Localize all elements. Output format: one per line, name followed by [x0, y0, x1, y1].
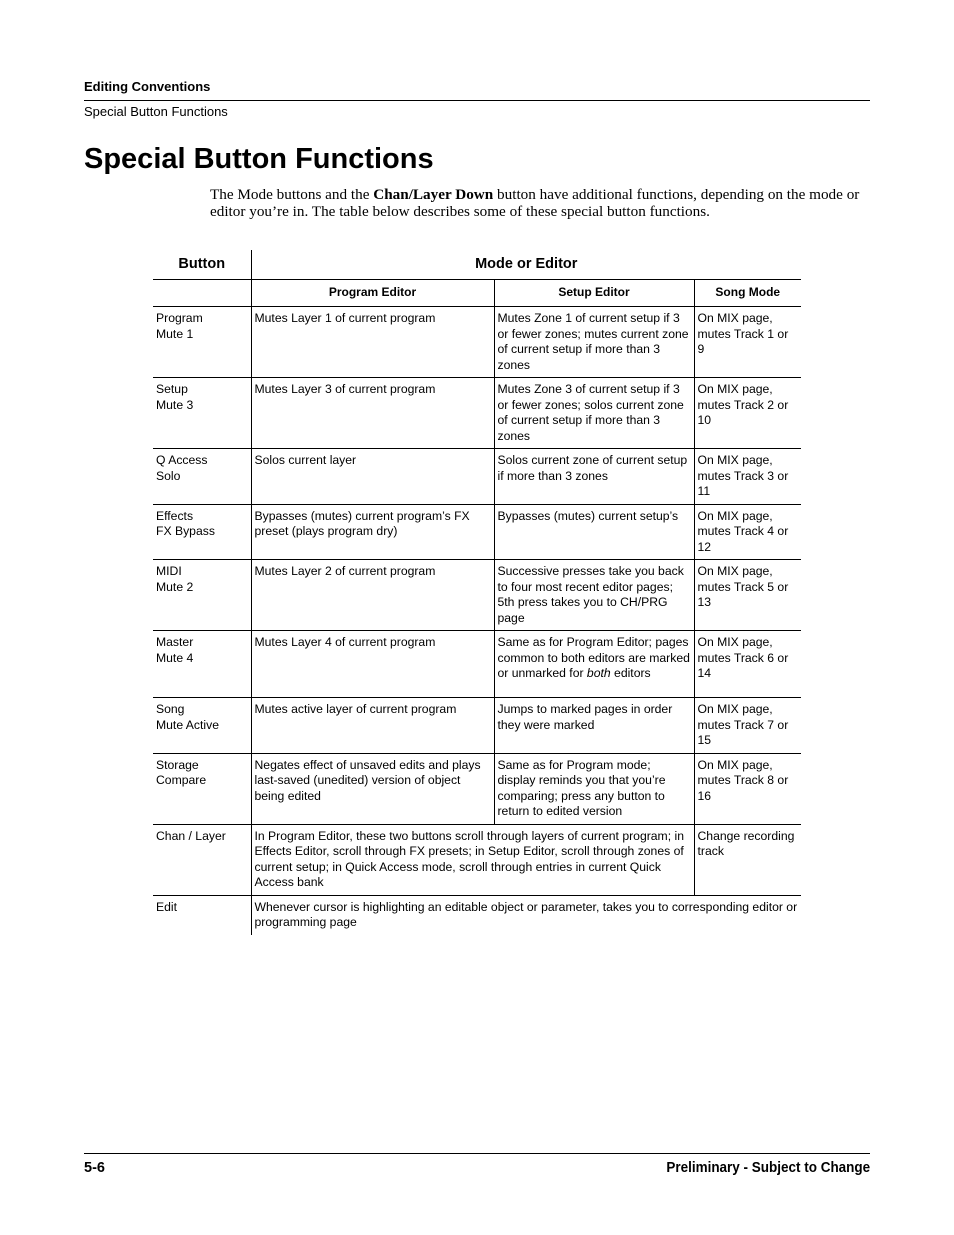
program-editor-cell: Negates effect of unsaved edits and plays last-saved (unedited) version of object being edited [251, 753, 494, 824]
button-cell: Edit [156, 899, 178, 914]
setup-text-end: editors [610, 666, 651, 680]
subheader-program-editor: Program Editor [251, 280, 494, 307]
program-editor-cell: Bypasses (mutes) current program’s FX preset (plays program dry) [251, 504, 494, 560]
button-function: Solo [156, 468, 181, 483]
setup-editor-cell: Jumps to marked pages in order they were marked [494, 698, 694, 754]
table-row [153, 504, 801, 560]
running-header-section: Editing Conventions [84, 79, 211, 94]
table-row [153, 449, 801, 505]
button-cell [153, 560, 251, 631]
button-name: Program [156, 311, 203, 325]
table-row [153, 824, 801, 895]
setup-editor-cell: Same as for Program mode; display reminds you that you’re comparing; press any button to return to edited version [494, 753, 694, 824]
button-name: Storage [156, 757, 199, 772]
setup-editor-cell [494, 631, 694, 698]
button-cell [153, 307, 251, 378]
button-name: Master [156, 635, 194, 649]
intro-bold-term: Chan/Layer Down [373, 186, 494, 203]
program-editor-cell: Mutes active layer of current program [251, 698, 494, 754]
program-editor-cell: Mutes Layer 2 of current program [251, 560, 494, 631]
button-name: Effects [156, 508, 194, 523]
subheader-song-mode: Song Mode [694, 280, 801, 307]
button-function: Mute 1 [156, 326, 194, 341]
button-cell [153, 504, 251, 560]
song-mode-cell: On MIX page, mutes Track 1 or 9 [694, 307, 801, 378]
setup-editor-cell: Mutes Zone 3 of current setup if 3 or fewer zones; solos current zone of current setup if more than 3 zones [494, 378, 694, 449]
intro-text-1: The Mode buttons and the [210, 186, 374, 203]
table-subheader-row [153, 280, 801, 307]
button-cell [153, 631, 251, 698]
edit-description: Whenever cursor is highlighting an editable object or parameter, takes you to corresponding editor or programming page [251, 895, 801, 935]
song-mode-cell: On MIX page, mutes Track 4 or 12 [694, 504, 801, 560]
song-mode-cell: On MIX page, mutes Track 8 or 16 [694, 753, 801, 824]
song-mode-cell: On MIX page, mutes Track 2 or 10 [694, 378, 801, 449]
song-mode-cell: On MIX page, mutes Track 5 or 13 [694, 560, 801, 631]
table-row [153, 378, 801, 449]
button-cell [153, 753, 251, 824]
button-cell [153, 449, 251, 505]
setup-editor-cell: Successive presses take you back to four most recent editor pages; 5th press takes you to CH/PRG page [494, 560, 694, 631]
button-name: Q Access [156, 453, 208, 467]
intro-paragraph [210, 186, 870, 220]
header-rule [84, 100, 870, 101]
table-row [153, 631, 801, 698]
program-editor-cell: Mutes Layer 1 of current program [251, 307, 494, 378]
button-name: Setup [156, 382, 188, 396]
footer-rule [84, 1153, 870, 1154]
button-function: Mute 3 [156, 397, 194, 412]
button-function: Mute Active [156, 717, 219, 732]
chan-layer-description: In Program Editor, these two buttons scroll through layers of current program; in Effects Editor, scroll through FX presets; in Setup Editor, scroll through zones of current setup; in Quick Access mode, scroll through entries in current Quick Access bank [251, 824, 694, 895]
subheader-setup-editor: Setup Editor [494, 280, 694, 307]
button-cell: Chan / Layer [153, 824, 251, 895]
button-name: MIDI [156, 564, 182, 578]
button-cell [153, 378, 251, 449]
table-row [153, 698, 801, 754]
table-row [153, 895, 801, 935]
button-function: FX Bypass [156, 524, 215, 538]
footer-note: Preliminary - Subject to Change [666, 1160, 870, 1176]
button-function: Mute 4 [156, 650, 194, 665]
setup-editor-cell: Mutes Zone 1 of current setup if 3 or fewer zones; mutes current zone of current setup if more than 3 zones [494, 307, 694, 378]
running-header-subsection: Special Button Functions [84, 104, 228, 119]
song-mode-cell: On MIX page, mutes Track 7 or 15 [694, 698, 801, 754]
page-title: Special Button Functions [84, 143, 434, 175]
song-mode-cell: On MIX page, mutes Track 3 or 11 [694, 449, 801, 505]
song-mode-cell: Change recording track [694, 824, 801, 895]
setup-text: Same as for Program Editor; pages common to both editors are marked or unmarked for [497, 635, 690, 680]
special-button-table [153, 250, 801, 935]
program-editor-cell: Mutes Layer 3 of current program [251, 378, 494, 449]
table-header-row [153, 250, 801, 280]
button-cell [153, 698, 251, 754]
intro-text-2: button have additional functions, depending on the mode or editor you’re in. The table below describes some of these special button functions. [210, 186, 860, 220]
setup-emphasis: both [586, 666, 611, 680]
button-function: Mute 2 [156, 579, 194, 594]
program-editor-cell: Mutes Layer 4 of current program [251, 631, 494, 698]
setup-editor-cell: Bypasses (mutes) current setup’s [494, 504, 694, 560]
column-header-button: Button [178, 255, 226, 272]
table-row [153, 560, 801, 631]
button-function: Compare [156, 773, 207, 787]
subheader-blank [153, 280, 251, 307]
table-row [153, 753, 801, 824]
page-number: 5-6 [84, 1160, 105, 1176]
button-name: Song [156, 702, 185, 716]
column-header-mode: Mode or Editor [251, 250, 801, 280]
table-row [153, 307, 801, 378]
song-mode-cell: On MIX page, mutes Track 6 or 14 [694, 631, 801, 698]
setup-editor-cell: Solos current zone of current setup if more than 3 zones [494, 449, 694, 505]
program-editor-cell: Solos current layer [251, 449, 494, 505]
